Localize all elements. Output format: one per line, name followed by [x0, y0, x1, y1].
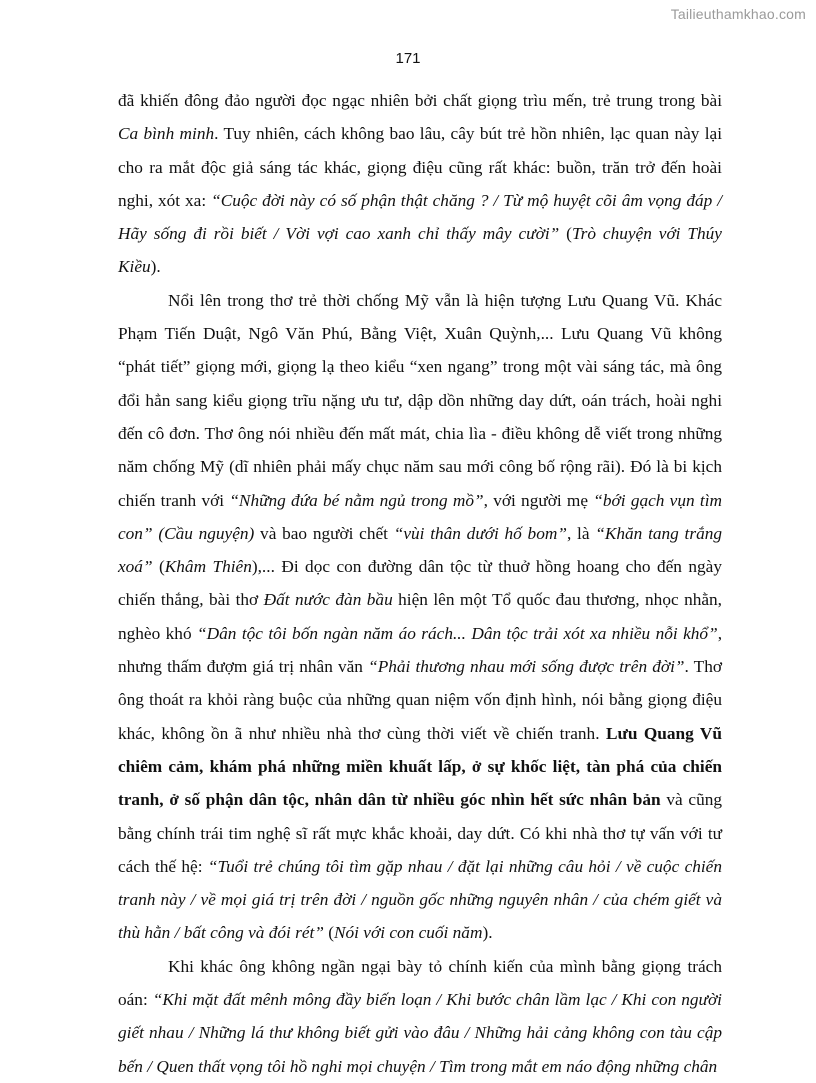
document-body [118, 84, 722, 1083]
text-segment: ). [482, 923, 493, 943]
quotation: “Cuộc đời này có số phận thật chăng ? / Từ mộ huyệt cõi âm vọng đáp / Hãy sống đi rồi biết / Vời vợi cao xanh chỉ thấy mây cười” [118, 190, 722, 244]
text-segment: đã khiến đông đảo người đọc ngạc nhiên bởi chất giọng trìu mến, trẻ trung trong bài [118, 91, 722, 110]
paragraph [118, 950, 722, 1083]
text-segment: hiện lên một Tổ quốc đau thương, nhọc nhằn, nghèo khó [118, 590, 722, 643]
text-segment: . Thơ ông thoát ra khỏi ràng buộc của những quan niệm vốn định hình, nói bằng giọng điệu khác, không ồn ã như nhiều nhà thơ cùng thời viết về chiến tranh. [118, 657, 723, 743]
work-title: Nói với con cuối năm [334, 923, 483, 943]
work-title: Trò chuyện với Thúy Kiều [118, 224, 722, 277]
quotation: “Phải thương nhau mới sống được trên đời” [368, 657, 685, 677]
watermark: Tailieuthamkhao.com [670, 6, 806, 22]
text-segment: , nhưng thấm đượm giá trị nhân văn [118, 623, 723, 677]
quotation: “Những đứa bé nằm ngủ trong mồ” [229, 490, 484, 510]
text-segment: ( [323, 923, 335, 943]
paragraph [118, 84, 722, 284]
work-title: Ca bình minh [118, 124, 215, 144]
text-segment: ( [152, 557, 165, 577]
quotation: “Dân tộc tôi bốn ngàn năm áo rách... Dân tộc trải xót xa nhiều nỗi khổ” [197, 623, 718, 643]
quotation: “vùi thân dưới hố bom” [393, 523, 567, 543]
quotation: “Khi mặt đất mênh mông đầy biến loạn / Khi bước chân lầm lạc / Khi con người giết nhau / Những lá thư không biết gửi vào đâu / Những hải cảng không con tàu cập bến / Quen thất vọng tôi hồ nghi mọi chuyện / Tìm trong mắt em náo động những chân [118, 990, 722, 1076]
text-segment: , với người mẹ [483, 490, 594, 510]
quotation: “Khăn tang trắng xoá” [118, 523, 722, 577]
paragraph [118, 284, 722, 950]
text-segment: và cũng bằng chính trái tim nghệ sĩ rất mực khắc khoải, day dứt. Có khi nhà thơ tự vấn với tư cách thế hệ: [118, 790, 722, 876]
work-title: Khâm Thiên [164, 557, 252, 577]
text-segment: ( [559, 224, 572, 244]
text-segment: ),... Đi dọc con đường dân tộc từ thuở hồng hoang cho đến ngày chiến thắng, bài thơ [118, 557, 722, 610]
bold-statement: Lưu Quang Vũ chiêm cảm, khám phá những miền khuất lấp, ở sự khốc liệt, tàn phá của chiến tranh, ở số phận dân tộc, nhân dân từ nhiều góc nhìn hết sức nhân bản [118, 723, 722, 810]
text-segment: và bao người chết [254, 523, 394, 543]
text-segment: , là [566, 523, 596, 543]
text-segment: . Tuy nhiên, cách không bao lâu, cây bút trẻ hồn nhiên, lạc quan này lại cho ra mắt độc giả sáng tác khác, giọng điệu cũng rất khác: buồn, trăn trở đến hoài nghi, xót xa: [118, 124, 723, 210]
text-segment: Nổi lên trong thơ trẻ thời chống Mỹ vẫn là hiện tượng Lưu Quang Vũ. Khác Phạm Tiến Duật, Ngô Văn Phú, Bằng Việt, Xuân Quỳnh,... Lưu Quang Vũ không “phát tiết” giọng mới, giọng lạ theo kiểu “xen ngang” trong một vài sáng tác, mà ông đổi hẳn sang kiểu giọng trĩu nặng ưu tư, dập dồn những day dứt, oán trách, hoài nghi đến cô đơn. Thơ ông nói nhiều đến mất mát, chia lìa - điều không dễ viết trong những năm chống Mỹ (dĩ nhiên phải mấy chục năm sau mới công bố rộng rãi). Đó là bi kịch chiến tranh với [118, 290, 722, 510]
quotation: “bới gạch vụn tìm con” (Cầu nguyện) [118, 490, 722, 543]
work-title: Đất nước đàn bầu [263, 590, 393, 610]
text-segment: ). [150, 257, 161, 277]
page-number: 171 [395, 50, 421, 67]
text-segment: Khi khác ông không ngần ngại bày tỏ chính kiến của mình bằng giọng trách oán: [118, 956, 722, 1010]
quotation: “Tuổi trẻ chúng tôi tìm gặp nhau / đặt lại những câu hỏi / về cuộc chiến tranh này / về mọi giá trị trên đời / nguồn gốc những nguyên nhân / của chém giết và thù hằn / bất công và đói rét” [118, 856, 722, 943]
